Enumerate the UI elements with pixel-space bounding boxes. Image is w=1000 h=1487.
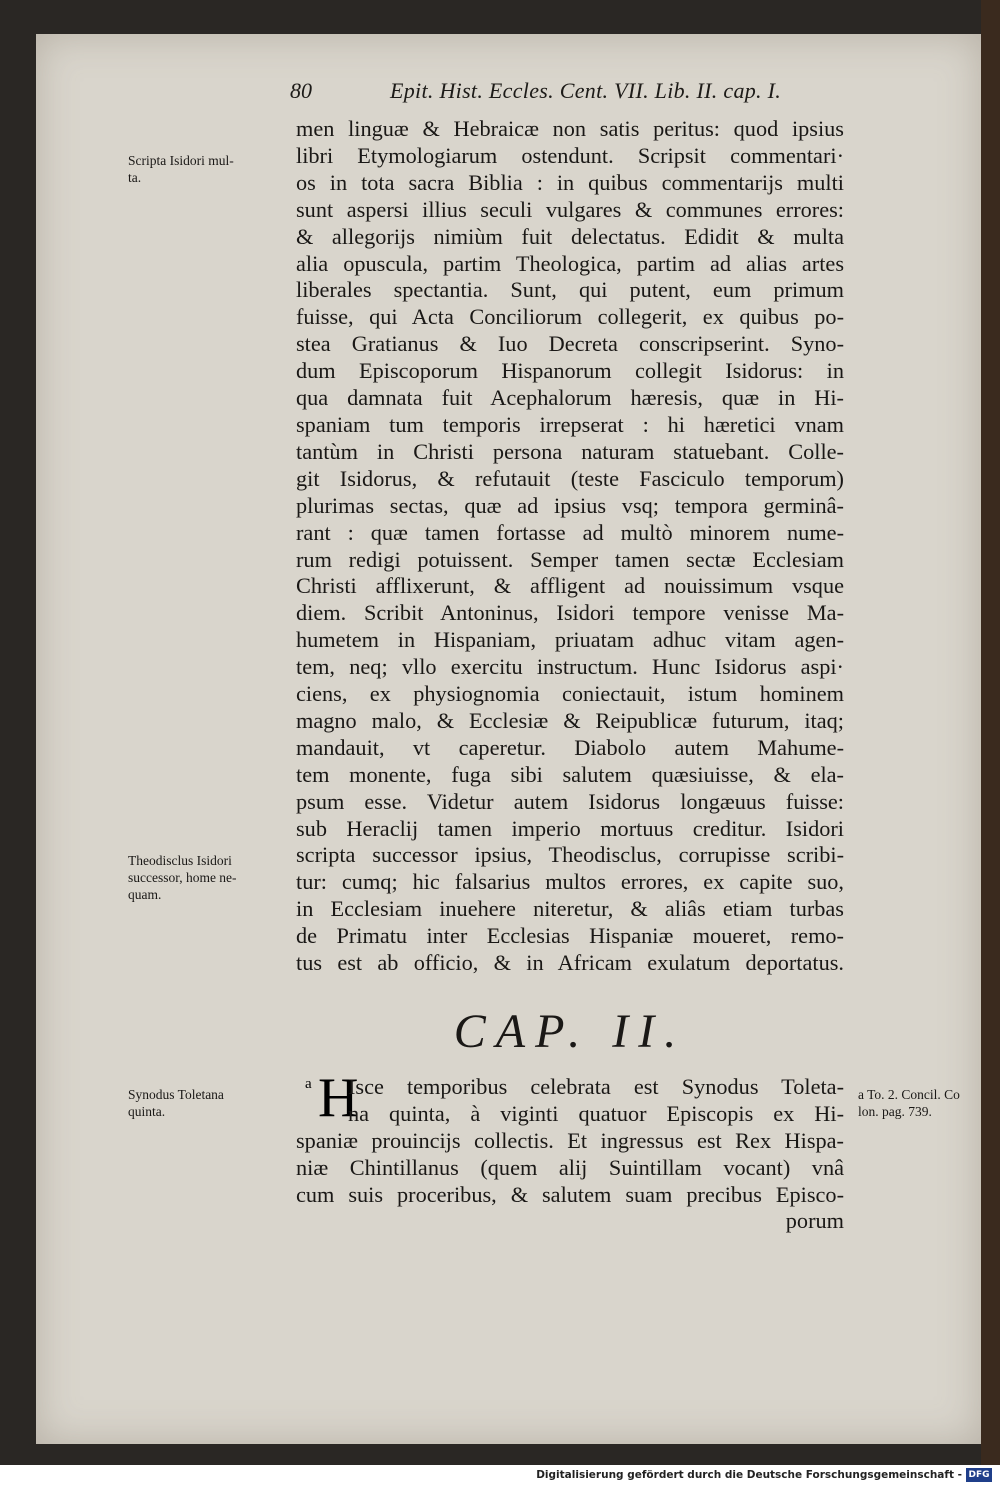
margin-note-line: Theodisclus Isidori — [128, 853, 232, 868]
text-line: liberales spectantia. Sunt, qui putent, eum primum — [296, 277, 844, 303]
text-line: libri Etymologiarum ostendunt. Scripsit commentari· — [296, 142, 844, 168]
text-line: mandauit, vt caperetur. Diabolo autem Mahume- — [296, 734, 844, 760]
text-line: sunt aspersi illius seculi vulgares & communes errores: — [296, 196, 844, 222]
text-line: psum esse. Videtur autem Isidorus longæuus fuisse: — [296, 788, 844, 814]
text-line: cum suis proceribus, & salutem suam precibus Episco- — [296, 1181, 844, 1207]
text-line: rant : quæ tamen fortasse ad multò minorem nume- — [296, 519, 844, 545]
text-line: spaniæ prouincijs collectis. Et ingressus est Rex Hispa- — [296, 1127, 844, 1153]
drop-cap-initial: H — [318, 1067, 359, 1129]
text-line: Isce temporibus celebrata est Synodus Toleta- — [348, 1074, 844, 1099]
margin-note-line: a To. 2. Concil. Co — [858, 1087, 960, 1102]
text-line: plurimas sectas, quæ ad ipsius vsq; tempora germinâ- — [296, 492, 844, 518]
chapter-heading: CAP. II. — [453, 1005, 687, 1058]
margin-note-line: quinta. — [128, 1104, 166, 1119]
margin-note-reference — [858, 1086, 960, 1120]
margin-note-line: quam. — [128, 887, 162, 902]
text-line: ciens, ex physiognomia coniectauit, istum hominem — [296, 681, 844, 707]
text-line: scripta successor ipsius, Theodisclus, corrupisse scribi- — [296, 842, 844, 868]
text-line: tur: cumq; hic falsarius multos errores, ex capite suo, — [296, 869, 844, 895]
main-text-block — [296, 116, 844, 977]
text-line: de Primatu inter Ecclesias Hispaniæ moueret, remo- — [296, 923, 844, 949]
chapter-text-block — [296, 1074, 844, 1209]
page-number: 80 — [290, 78, 312, 103]
text-line: os in tota sacra Biblia : in quibus commentarijs multi — [296, 169, 844, 195]
text-line: rum redigi potuissent. Semper tamen sectæ Ecclesiam — [296, 546, 844, 572]
text-line: spaniam tum temporis irrepserat : hi hæretici vnam — [296, 411, 844, 437]
text-line: tem, neq; vllo exercitu instructum. Hunc Isidorus aspi· — [296, 654, 844, 680]
text-line: in Ecclesiam inuehere niteretur, & aliâs etiam turbas — [296, 896, 844, 922]
running-title: Epit. Hist. Eccles. Cent. VII. Lib. II. cap. I. — [390, 78, 782, 103]
text-line: qua damnata fuit Acephalorum hæresis, quæ in Hi- — [296, 385, 844, 411]
text-line: magno malo, & Ecclesiæ & Reipublicæ futurum, itaq; — [296, 707, 844, 733]
margin-note-line: Scripta Isidori mul- — [128, 153, 234, 168]
text-line: fuisse, qui Acta Conciliorum collegerit, ex quibus po- — [296, 304, 844, 330]
text-line: stea Gratianus & Iuo Decreta conscripserint. Syno- — [296, 331, 844, 357]
book-edge — [981, 0, 1000, 1465]
footnote-marker: a — [305, 1076, 312, 1092]
margin-note-line: ta. — [128, 170, 142, 185]
text-line: tus est ab officio, & in Africam exulatum deportatus. — [296, 950, 844, 976]
text-line: Christi afflixerunt, & affligent ad nouissimum vsque — [296, 573, 844, 599]
text-line: humetem in Hispaniam, priuatam adhuc vitam agen- — [296, 627, 844, 653]
margin-note-line: Synodus Toletana — [128, 1087, 224, 1102]
margin-note-line: successor, home ne- — [128, 870, 237, 885]
footer-credit: Digitalisierung gefördert durch die Deutsche Forschungsgemeinschaft - — [536, 1469, 962, 1481]
text-line: tantùm in Christi persona naturam statuebant. Colle- — [296, 438, 844, 464]
text-line: na quinta, à viginti quatuor Episcopis ex Hi- — [348, 1100, 844, 1126]
catchword: porum — [785, 1208, 844, 1233]
dfg-logo: DFG — [966, 1468, 992, 1482]
text-line: git Isidorus, & refutauit (teste Fasciculo temporum) — [296, 465, 844, 491]
margin-note-scripta — [128, 152, 234, 186]
text-line: diem. Scribit Antoninus, Isidori tempore venisse Ma- — [296, 600, 844, 626]
text-line: & allegorijs nimiùm fuit delectatus. Edidit & multa — [296, 223, 844, 249]
text-line: alia opuscula, partim Theologica, partim ad alias artes — [296, 250, 844, 276]
text-line: tem monente, fuga sibi salutem quæsiuisse, & ela- — [296, 761, 844, 787]
margin-note-theodisclus — [128, 852, 237, 903]
text-line: dum Episcoporum Hispanorum collegit Isidorus: in — [296, 358, 844, 384]
footer-bar — [0, 1465, 1000, 1487]
margin-note-synodus — [128, 1086, 224, 1120]
text-line: sub Heraclij tamen imperio mortuus creditur. Isidori — [296, 815, 844, 841]
margin-note-line: lon. pag. 739. — [858, 1104, 932, 1119]
text-line: men linguæ & Hebraicæ non satis peritus: quod ipsius — [296, 116, 844, 141]
text-line: niæ Chintillanus (quem alij Suintillam vocant) vnâ — [296, 1154, 844, 1180]
